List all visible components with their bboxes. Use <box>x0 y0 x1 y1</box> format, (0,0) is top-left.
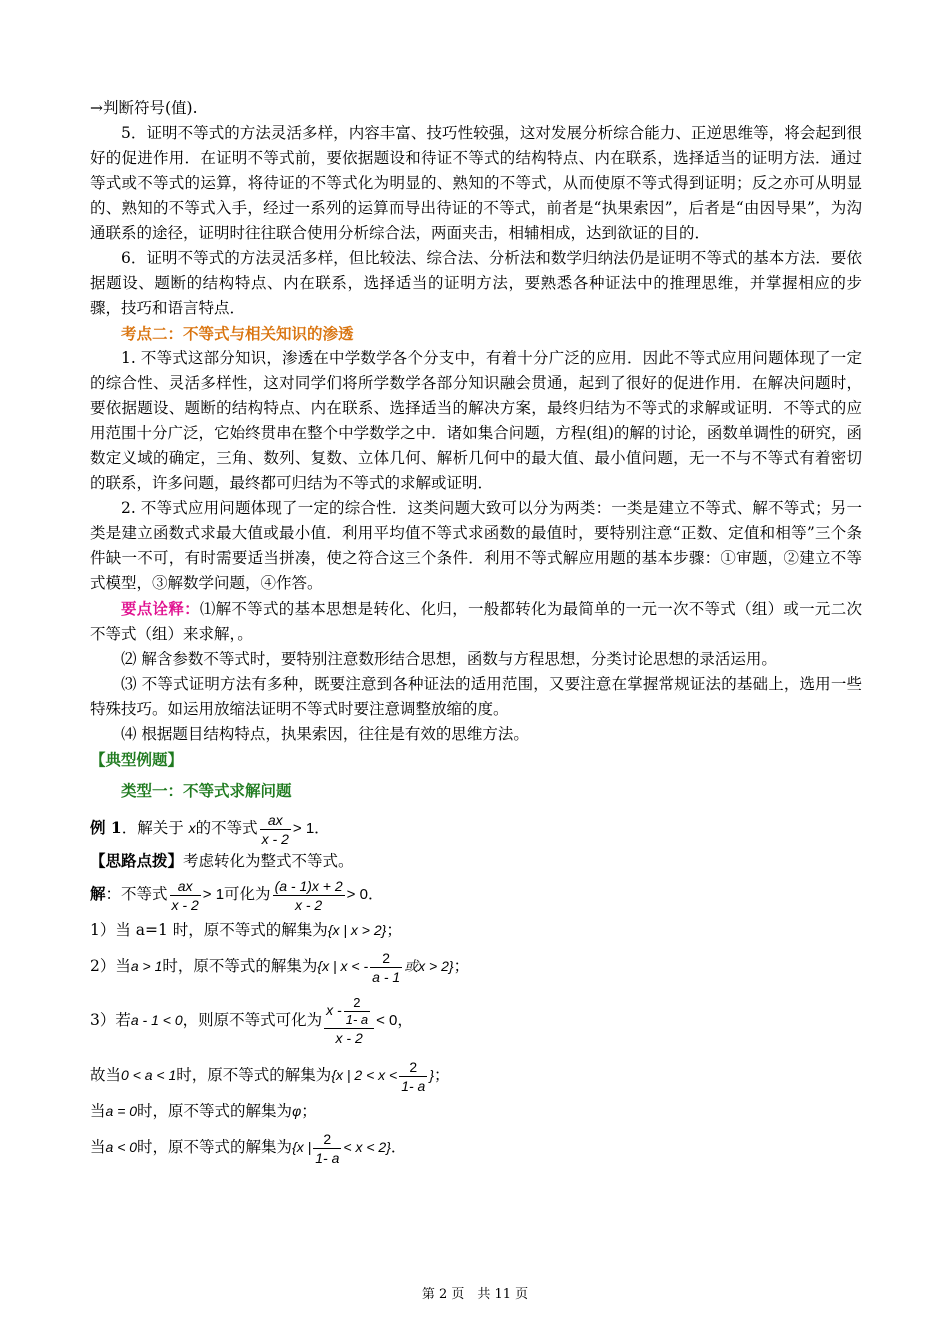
case-6: 当a < 0时，原不等式的解集为{x | $\frac{2}{1- a}$ < x < 2}． <box>90 1130 407 1166</box>
heading-typical-examples: 【典型例题】 <box>90 750 184 769</box>
case-1: 1）当 a=1 时，原不等式的解集为{x | x > 2}； <box>90 921 402 939</box>
fraction-nested: x - $\frac{2}{1- a}$ x - 2 <box>324 995 374 1047</box>
page-footer: 第 2 页 共 11 页 <box>421 1287 529 1302</box>
note-label: 要点诠释： <box>121 599 200 618</box>
fraction-converted: $\frac{(a - 1)x + 2}{x - 2}$ <box>274 877 343 913</box>
fraction-2-over-1-minus-a-b: $\frac{2}{1- a}$ <box>315 1130 340 1166</box>
paragraph-6: 6．证明不等式的方法灵活多样，但比较法、综合法、分析法和数学归纳法仍是证明不等式的基本方法．要依据题设、题断的结构特点、内在联系，选择适当的证明方法，要熟悉各种证法中的推理思维，并掌握相应的步骤，技巧和语言特点． <box>90 249 862 317</box>
note-3: ⑶ 不等式证明方法有多种，既要注意到各种证法的适用范围，又要注意在掌握常规证法的基础上，选用一些特殊技巧。如运用放缩法证明不等式时要注意调整放缩的度。 <box>90 675 862 718</box>
hint-line: 【思路点拨】考虑转化为整式不等式。 <box>90 851 354 870</box>
paragraph-q2: 2. 不等式应用问题体现了一定的综合性．这类问题大致可以分为两类：一类是建立不等式、解不等式；另一类是建立函数式求最大值或最小值．利用平均值不等式求函数的最值时，要特别注意“正数、定值和相等”三个条件缺一不可，有时需要适当拼凑，使之符合这三个条件．利用不等式解应用题的基本步骤：①审题，②建立不等式模型，③解数学问题，④作答。 <box>90 499 862 592</box>
paragraph-q1: 1. 不等式这部分知识，渗透在中学数学各个分支中，有着十分广泛的应用．因此不等式应用问题体现了一定的综合性、灵活多样性，这对同学们将所学数学各部分知识融会贯通，起到了很好的促进作用．在解决问题时，要依据题设、题断的结构特点、内在联系、选择适当的解决方案，最终归结为不等式的求解或证明．不等式的应用范围十分广泛，它始终贯串在整个中学数学之中．诸如集合问题，方程(组)的解的讨论，函数单调性的研究，函数定义域的确定，三角、数列、复数、立体几何、解析几何中的最大值、最小值问题，无一不与不等式有着密切的联系，许多问题，最终都可归结为不等式的求解或证明． <box>90 349 862 492</box>
fraction-ax-over-x-minus-2: $\frac{ax}{x - 2}$ <box>261 811 289 847</box>
section-heading-point2: 考点二：不等式与相关知识的渗透 <box>121 324 354 343</box>
case-4: 故当0 < a < 1时，原不等式的解集为{x | 2 < x < $\frac{2}{1- a}$ }； <box>90 1058 450 1094</box>
case-2: 2）当a > 1时，原不等式的解集为{x | x < - $\frac{2}{a - 1}$ 或x > 2}； <box>90 949 470 985</box>
note-4: ⑷ 根据题目结构特点，执果索因，往往是有效的思维方法。 <box>121 725 529 743</box>
document-body <box>90 96 862 1168</box>
paragraph-5: 5．证明不等式的方法灵活多样，内容丰富、技巧性较强，这对发展分析综合能力、正逆思维等，将会起到很好的促进作用．在证明不等式前，要依据题设和待证不等式的结构特点、内在联系，选择适当的证明方法．通过等式或不等式的运算，将待证的不等式化为明显的、熟知的不等式，从而使原不等式得到证明；反之亦可从明显的、熟知的不等式入手，经过一系列的运算而导出待证的不等式，前者是“执果索因”，后者是“由因导果”，为沟通联系的途径，证明时往往联合使用分析综合法，两面夹击，相辅相成，达到欲证的目的． <box>90 124 862 242</box>
fraction-2-over-a-minus-1: $\frac{2}{a - 1}$ <box>372 949 401 985</box>
note-1: 要点诠释：⑴解不等式的基本思想是转化、化归，一般都转化为最简单的一元一次不等式（组）或一元二次不等式（组）来求解，。 <box>90 599 862 643</box>
fraction-ax-over-x-minus-2-b: $\frac{ax}{x - 2}$ <box>171 877 199 913</box>
solution-line: 解：不等式 $\frac{ax}{x - 2}$ > 1可化为 $\frac{(a - 1)x + 2}{x - 2}$ > 0． <box>90 877 384 913</box>
note-2: ⑵ 解含参数不等式时，要特别注意数形结合思想，函数与方程思想，分类讨论思想的录活运用。 <box>121 650 777 668</box>
fraction-2-over-1-minus-a: $\frac{2}{1- a}$ <box>401 1058 426 1094</box>
heading-type1: 类型一：不等式求解问题 <box>121 781 292 800</box>
case-5: 当a = 0时，原不等式的解集为φ； <box>90 1102 317 1120</box>
example-1: 例 1．解关于 x的不等式 $\frac{ax}{x - 2}$ > 1． <box>90 811 330 847</box>
case-3: 3）若a - 1 < 0，则原不等式可化为 x - $\frac{2}{1- a}$ x - 2 < 0， <box>90 995 413 1046</box>
line-judge-sign: →判断符号(值). <box>90 99 198 117</box>
